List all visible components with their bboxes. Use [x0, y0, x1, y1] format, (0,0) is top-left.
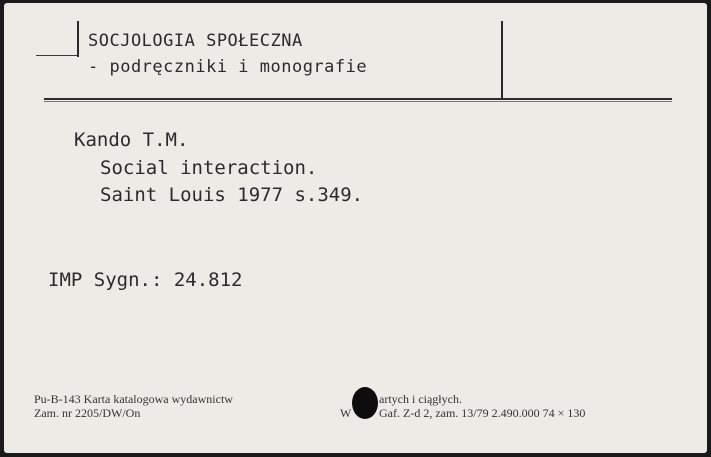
footer-line1-left: Pu-B-143 Karta katalogowa wydawnictw: [34, 392, 233, 406]
header-left-divider: [77, 21, 79, 57]
header-rule-bottom: [44, 101, 672, 102]
footer-line2-left: Zam. nr 2205/DW/On: [34, 406, 141, 420]
signature: IMP Sygn.: 24.812: [48, 269, 243, 291]
catalog-card: [4, 3, 707, 453]
punch-hole: [352, 387, 378, 419]
header-rule-top: [44, 98, 672, 100]
footer-line1-right: artych i ciągłych.: [379, 392, 462, 406]
footer-line2-prefix: W: [340, 406, 352, 420]
entry-title: Social interaction.: [100, 157, 318, 179]
header-left-rule: [36, 55, 78, 56]
header-subtitle: - podręczniki i monografie: [88, 57, 368, 77]
header-title: SOCJOLOGIA SPOŁECZNA: [88, 31, 303, 51]
header-right-divider: [501, 21, 503, 99]
footer-line2-right: Gaf. Z-d 2, zam. 13/79 2.490.000 74 × 130: [379, 406, 586, 420]
entry-publication: Saint Louis 1977 s.349.: [100, 184, 364, 206]
entry-author: Kando T.M.: [74, 129, 189, 151]
